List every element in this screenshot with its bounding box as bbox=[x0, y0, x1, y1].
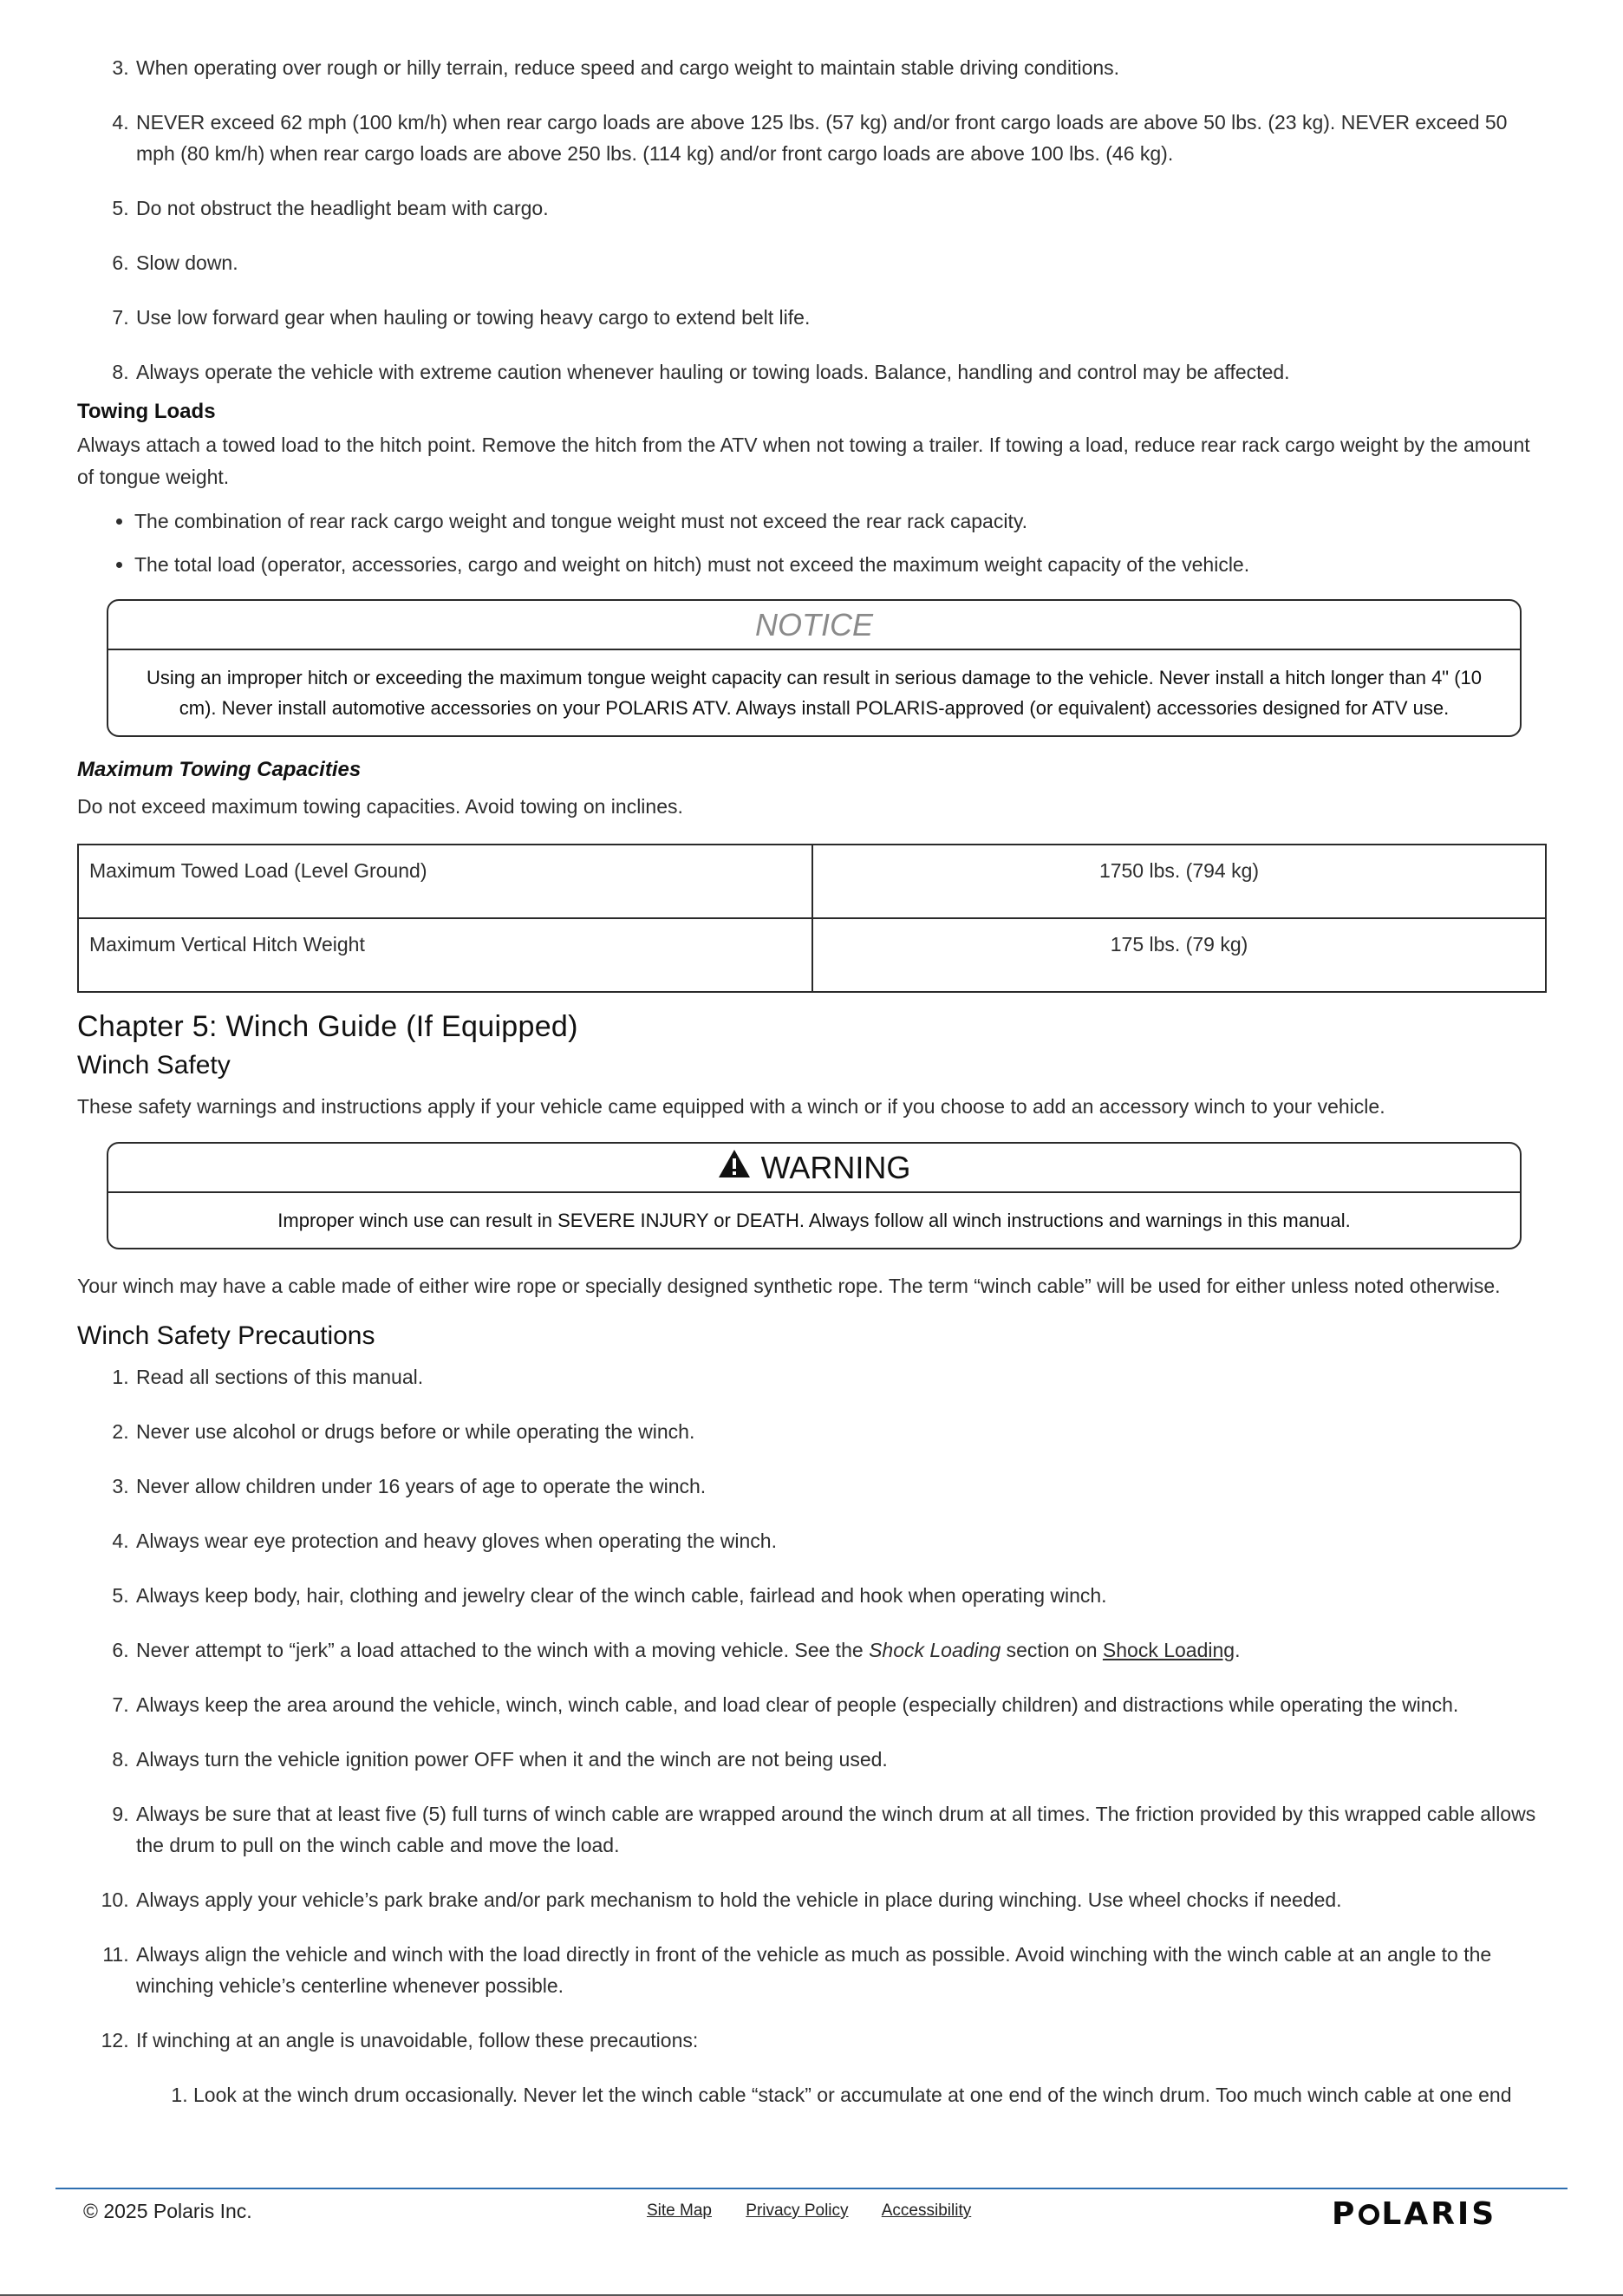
item-text: section on bbox=[1001, 1639, 1103, 1661]
table-cell-value: 1750 lbs. (794 kg) bbox=[812, 845, 1546, 918]
list-item: 7. Use low forward gear when hauling or towing heavy cargo to extend belt life. bbox=[134, 302, 1551, 333]
notice-title: NOTICE bbox=[108, 601, 1520, 650]
table-row bbox=[78, 845, 1546, 918]
footer-links bbox=[647, 2201, 1001, 2221]
notice-text: Using an improper hitch or exceeding the maximum tongue weight capacity can result in serious damage to the vehicle. Never install a hitch longer than 4" (10 cm). Never install automotive accessories on your POLARIS ATV. Always install POLARIS-approved (or equivalent) accessories designed for ATV use. bbox=[146, 667, 1483, 719]
list-item: 2. Never use alcohol or drugs before or while operating the winch. bbox=[134, 1416, 1551, 1447]
item-italic-ref: Shock Loading bbox=[869, 1639, 1001, 1661]
list-item: 4. Always wear eye protection and heavy gloves when operating the winch. bbox=[134, 1525, 1551, 1556]
list-item bbox=[134, 1634, 1551, 1666]
list-item: 7. Always keep the area around the vehicle, winch, winch cable, and load clear of people (especially children) and distractions while operating the winch. bbox=[134, 1689, 1551, 1720]
chapter-title: Chapter 5: Winch Guide (If Equipped) bbox=[77, 1010, 578, 1043]
copyright-text: © 2025 Polaris Inc. bbox=[83, 2200, 252, 2222]
precautions-list bbox=[77, 1361, 1551, 2110]
list-item: 5. Do not obstruct the headlight beam with cargo. bbox=[134, 192, 1551, 224]
polaris-logo[interactable]: P LARIS bbox=[1332, 2196, 1497, 2232]
table-cell-label: Maximum Vertical Hitch Weight bbox=[78, 918, 812, 992]
notice-box bbox=[107, 599, 1522, 737]
cable-note: Your winch may have a cable made of either wire rope or specially designed synthetic rope. The term “winch cable” will be used for either unless noted otherwise. bbox=[77, 1275, 1501, 1297]
item-text: Never attempt to “jerk” a load attached to the winch with a moving vehicle. See the bbox=[136, 1639, 870, 1661]
warning-title: WARNING bbox=[760, 1150, 911, 1185]
list-item: 3. When operating over rough or hilly terrain, reduce speed and cargo weight to maintain stable driving conditions. bbox=[134, 52, 1551, 83]
towing-capacity-table bbox=[77, 844, 1547, 993]
cargo-steps-list bbox=[77, 52, 1551, 388]
warning-header bbox=[108, 1144, 1520, 1193]
shock-loading-link[interactable]: Shock Loading bbox=[1102, 1639, 1235, 1661]
list-item: 6. Slow down. bbox=[134, 247, 1551, 278]
list-item: 9. Always be sure that at least five (5) full turns of winch cable are wrapped around the winch drum at all times. The friction provided by this wrapped cable allows the drum to pull on the winch cable and move the load. bbox=[134, 1798, 1551, 1861]
list-item: 5. Always keep body, hair, clothing and jewelry clear of the winch cable, fairlead and hook when operating winch. bbox=[134, 1580, 1551, 1611]
max-towing-intro: Do not exceed maximum towing capacities. Avoid towing on inclines. bbox=[77, 795, 683, 818]
accessibility-link[interactable]: Accessibility bbox=[881, 2201, 972, 2220]
towing-bullets bbox=[77, 506, 1551, 580]
table-cell-label: Maximum Towed Load (Level Ground) bbox=[78, 845, 812, 918]
table-cell-value: 175 lbs. (79 kg) bbox=[812, 918, 1546, 992]
item-text: If winching at an angle is unavoidable, follow these precautions: bbox=[136, 2029, 699, 2051]
angle-precautions-list bbox=[136, 2079, 1551, 2110]
list-item: 1. Read all sections of this manual. bbox=[134, 1361, 1551, 1393]
list-item: 8. Always operate the vehicle with extreme caution whenever hauling or towing loads. Balance, handling and control may be affected. bbox=[134, 356, 1551, 388]
warning-box bbox=[107, 1142, 1522, 1249]
list-item: 3. Never allow children under 16 years of age to operate the winch. bbox=[134, 1471, 1551, 1502]
list-item: • The total load (operator, accessories, cargo and weight on hitch) must not exceed the maximum weight capacity of the vehicle. bbox=[134, 549, 1551, 580]
warning-triangle-icon bbox=[718, 1144, 751, 1191]
list-item: • The combination of rear rack cargo weight and tongue weight must not exceed the rear rack capacity. bbox=[134, 506, 1551, 537]
winch-safety-intro: These safety warnings and instructions apply if your vehicle came equipped with a winch or if you choose to add an accessory winch to your vehicle. bbox=[77, 1095, 1385, 1118]
max-towing-heading: Maximum Towing Capacities bbox=[77, 758, 362, 781]
warning-text: Improper winch use can result in SEVERE INJURY or DEATH. Always follow all winch instructions and warnings in this manual. bbox=[277, 1210, 1351, 1231]
list-item: 11. Always align the vehicle and winch with the load directly in front of the vehicle as much as possible. Avoid winching with the winch cable at an angle to the winching vehicle’s centerline whenever possible. bbox=[134, 1939, 1551, 2001]
winch-safety-heading: Winch Safety bbox=[77, 1051, 231, 1080]
logo-o-mark bbox=[1359, 2204, 1379, 2225]
list-item: 8. Always turn the vehicle ignition power OFF when it and the winch are not being used. bbox=[134, 1744, 1551, 1775]
list-item: 4. NEVER exceed 62 mph (100 km/h) when rear cargo loads are above 125 lbs. (57 kg) and/or front cargo loads are above 50 lbs. (23 kg). NEVER exceed 50 mph (80 km/h) when rear cargo loads are above 250 lbs. (114 kg) and/or front cargo loads are above 100 lbs. (46 kg). bbox=[134, 107, 1551, 169]
site-map-link[interactable]: Site Map bbox=[647, 2201, 712, 2220]
list-item: 10. Always apply your vehicle’s park brake and/or park mechanism to hold the vehicle in place during winching. Use wheel chocks if needed. bbox=[134, 1884, 1551, 1915]
site-footer bbox=[0, 2189, 1623, 2241]
manual-content bbox=[77, 0, 1551, 2195]
table-row bbox=[78, 918, 1546, 992]
list-item: 1. Look at the winch drum occasionally. Never let the winch cable “stack” or accumulate at one end of the winch drum. Too much winch cable at one end bbox=[193, 2079, 1551, 2110]
towing-intro: Always attach a towed load to the hitch point. Remove the hitch from the ATV when not towing a trailer. If towing a load, reduce rear rack cargo weight by the amount of tongue weight. bbox=[77, 434, 1530, 488]
precautions-heading: Winch Safety Precautions bbox=[77, 1321, 375, 1350]
item-text: . bbox=[1235, 1639, 1241, 1661]
privacy-policy-link[interactable]: Privacy Policy bbox=[746, 2201, 849, 2220]
towing-loads-heading: Towing Loads bbox=[77, 400, 216, 423]
list-item bbox=[134, 2025, 1551, 2110]
